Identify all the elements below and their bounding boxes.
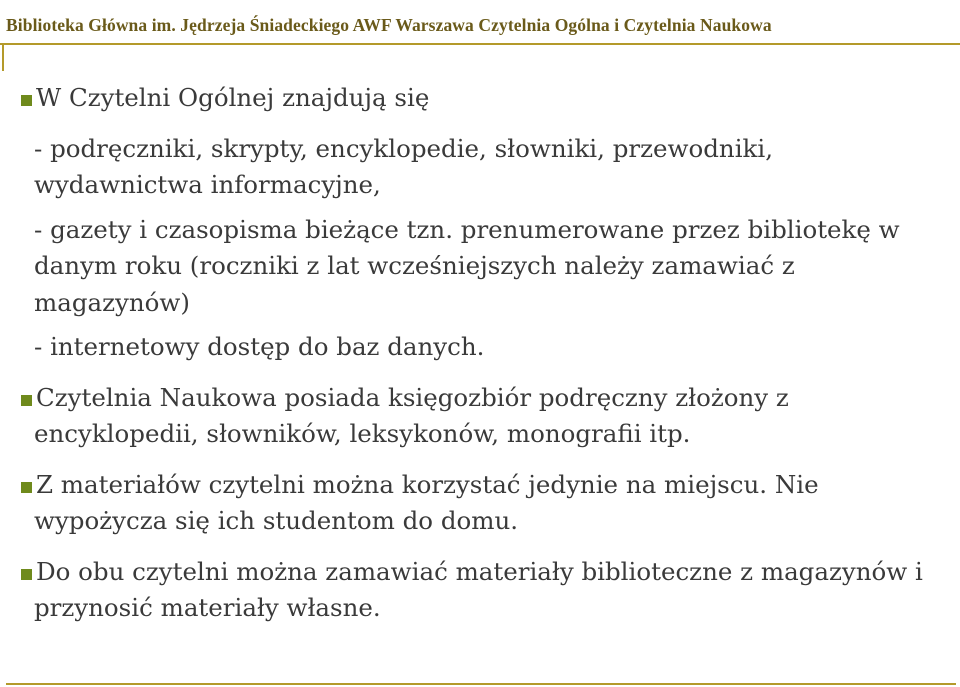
paragraph-text: Z materiałów czytelni można korzystać jedynie na miejscu. Nie wypożycza się ich studentom do domu.	[34, 469, 819, 535]
header-title: Biblioteka Główna im. Jędrzeja Śniadeckiego AWF Warszawa Czytelnia Ogólna i Czytelnia Naukowa	[6, 15, 772, 35]
bullet-paragraph-1	[34, 80, 939, 117]
paragraph-text: W Czytelni Ogólnej znajdują się	[36, 83, 430, 112]
square-bullet-icon	[21, 95, 32, 106]
dash-item-1: - podręczniki, skrypty, encyklopedie, słowniki, przewodniki, wydawnictwa informacyjne,	[34, 133, 774, 199]
side-divider	[2, 43, 4, 71]
dash-item-3: - internetowy dostęp do baz danych.	[34, 332, 485, 361]
square-bullet-icon	[21, 569, 32, 580]
slide-body	[34, 80, 939, 627]
slide-header	[0, 0, 960, 46]
bullet-paragraph-2	[34, 380, 939, 453]
paragraph-text: Do obu czytelni można zamawiać materiały biblioteczne z magazynów i przynosić materiały własne.	[34, 556, 923, 622]
square-bullet-icon	[21, 395, 32, 406]
dash-item-2: - gazety i czasopisma bieżące tzn. prenumerowane przez bibliotekę w danym roku (roczniki z lat wcześniejszych należy zamawiać z magazynów)	[34, 214, 900, 317]
footer-divider	[6, 683, 956, 685]
header-divider	[0, 43, 960, 45]
paragraph-text: Czytelnia Naukowa posiada księgozbiór podręczny złożony z encyklopedii, słowników, leksykonów, monografii itp.	[34, 382, 789, 448]
bullet-paragraph-4	[34, 554, 939, 627]
bullet-paragraph-3	[34, 467, 939, 540]
square-bullet-icon	[21, 482, 32, 493]
